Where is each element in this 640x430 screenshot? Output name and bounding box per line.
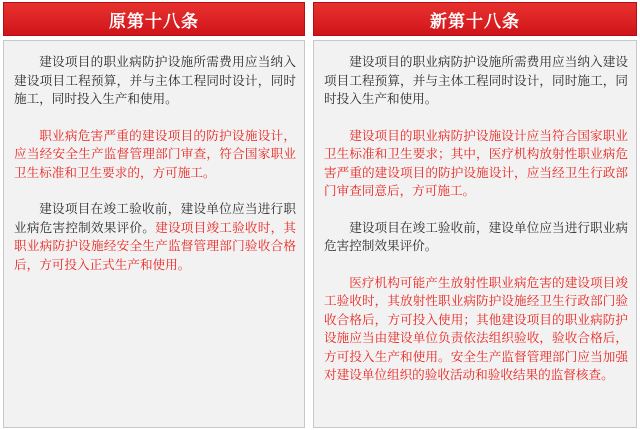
original-paragraph-1: 建设项目的职业病防护设施所需费用应当纳入建设项目工程预算，并与主体工程同时设计，同时施工，同时投入生产和使用。 [14, 54, 296, 106]
original-paragraph-3-highlight: 建设项目竣工验收时，其职业病防护设施经安全生产监督管理部门验收合格后，方可投入正式生产和使用。 [14, 219, 297, 272]
original-paragraph-3-text: 建设项目在竣工验收前，建设单位应当进行职业病危害控制效果评价。 [14, 201, 296, 235]
new-article-column [313, 0, 637, 428]
new-article-body [313, 40, 637, 428]
original-paragraph-2: 职业病危害严重的建设项目的防护设施设计，应当经安全生产监督管理部门审查，符合国家职业卫生标准和卫生要求的，方可施工。 [14, 127, 296, 180]
original-article-body [3, 40, 305, 428]
new-paragraph-1: 建设项目的职业病防护设施所需费用应当纳入建设项目工程预算，并与主体工程同时设计，同时施工，同时投入生产和使用。 [324, 54, 628, 106]
new-paragraph-3: 建设项目在竣工验收前，建设单位应当进行职业病危害控制效果评价。 [324, 219, 628, 253]
original-article-column [3, 0, 305, 428]
original-paragraph-3 [14, 200, 296, 274]
original-article-title: 原第十八条 [3, 2, 305, 36]
new-article-title: 新第十八条 [313, 2, 637, 36]
new-paragraph-2: 建设项目的职业病防护设施设计应当符合国家职业卫生标准和卫生要求；其中，医疗机构放射性职业病危害严重的建设项目的防护设施设计，应当经卫生行政部门审查同意后，方可施工。 [324, 127, 628, 198]
new-paragraph-4: 医疗机构可能产生放射性职业病危害的建设项目竣工验收时，其放射性职业病防护设施经卫生行政部门验收合格后，方可投入使用；其他建设项目的职业病防护设施应当由建设单位负责依法组织验收，验收合格后，方可投入生产和使用。安全生产监督管理部门应当加强对建设单位组织的验收活动和验收结果的监督核查。 [324, 274, 628, 382]
